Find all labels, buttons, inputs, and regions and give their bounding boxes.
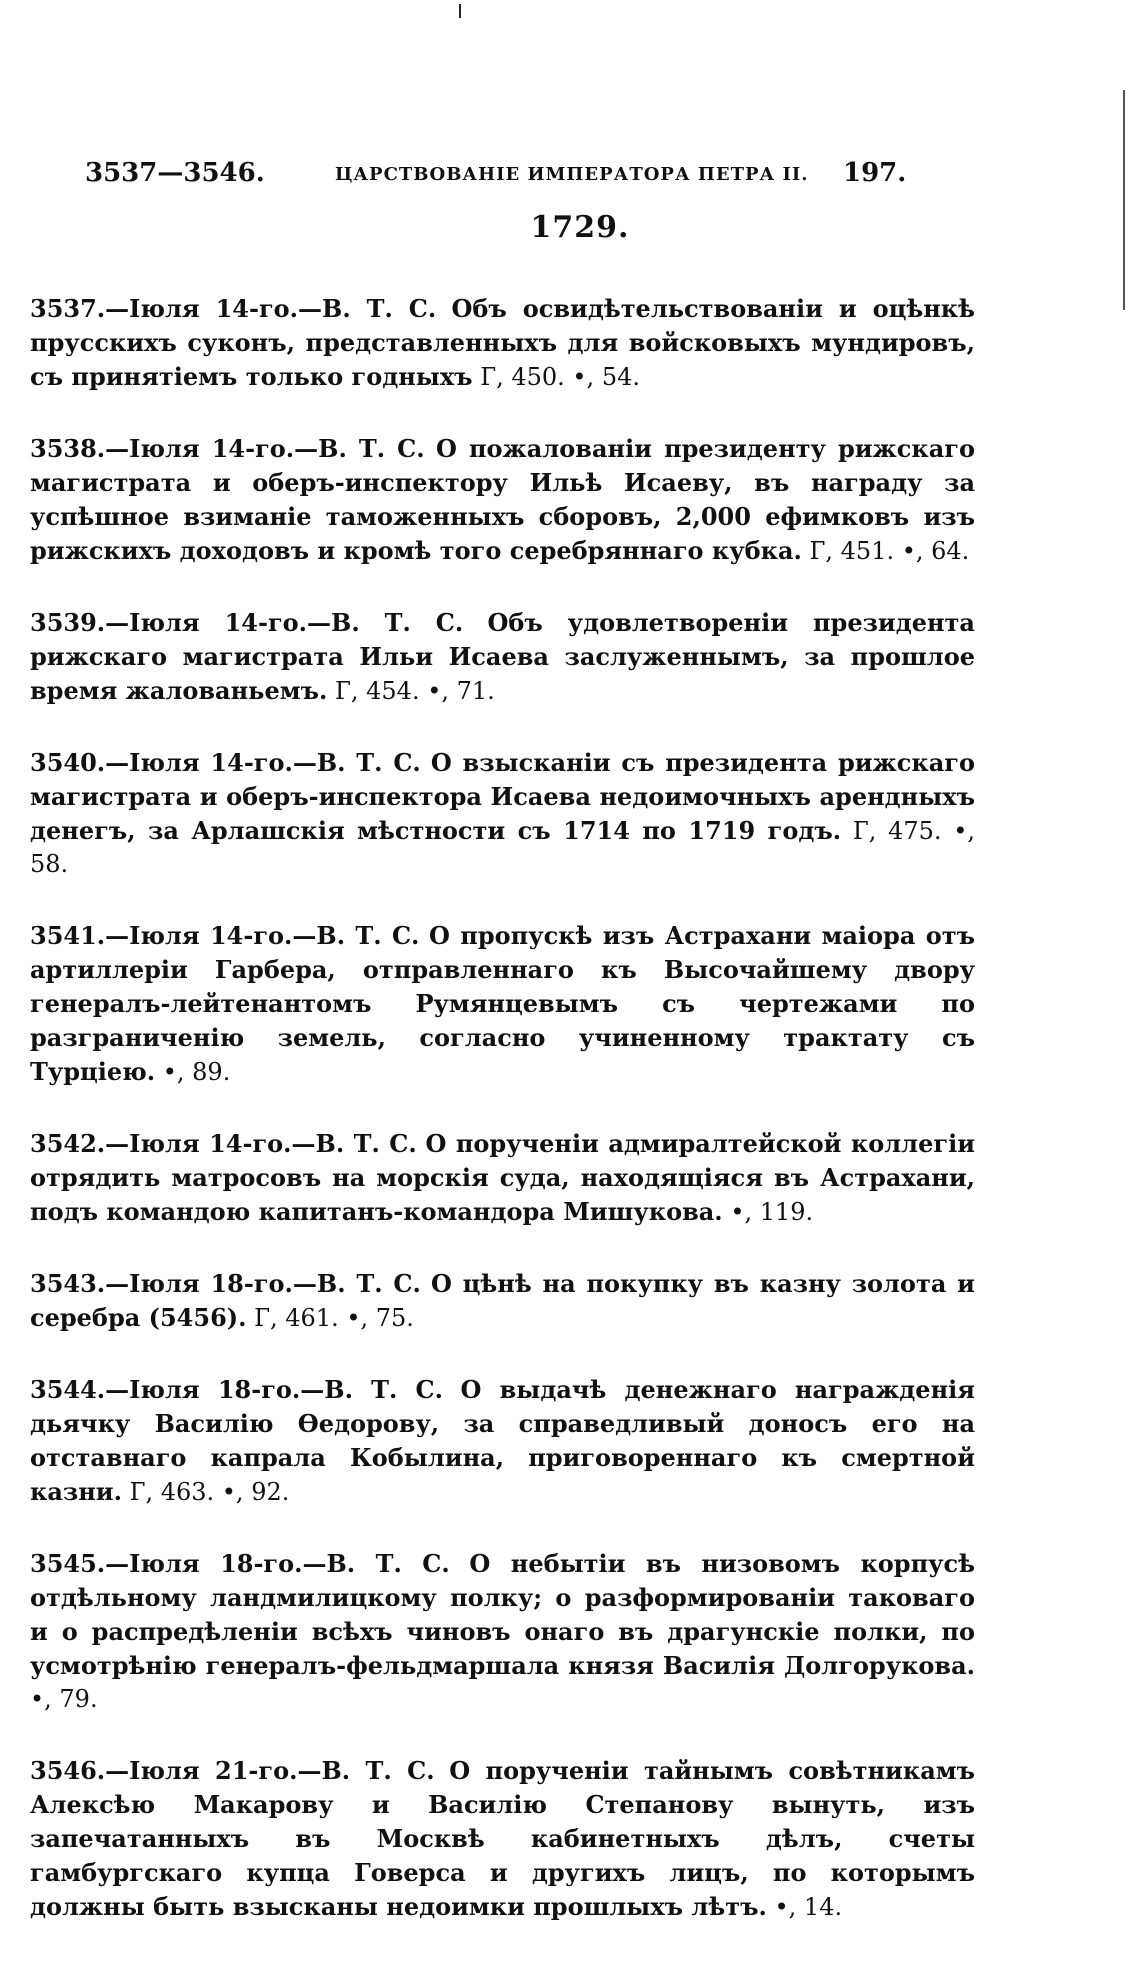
entry-reference: Г, 475. •, 58. <box>30 817 976 878</box>
entry-number: 3537. <box>30 294 106 323</box>
entry-reference: •, 14. <box>774 1893 843 1921</box>
entry-number: 3542. <box>30 1129 106 1158</box>
entry-date: Іюля 14-го. <box>129 1129 292 1158</box>
entry-3545: 3545.—Іюля 18-го.—В. Т. С. О небытіи въ низовомъ корпусѣ отдѣльному ландмилицкому полку; о разформированіи таковаго и о распредѣленіи всѣхъ чиновъ онаго въ драгунскіе полки, по усмотрѣнію генералъ-фельдмаршала князя Василія Долгорукова. •, 79. <box>30 1549 976 1713</box>
entry-number: 3541. <box>30 921 106 950</box>
entry-text: О порученіи адмиралтейской коллегіи отрядить матросовъ на морскія суда, находящіяся въ Астрахани, подъ командою капитанъ-командора Мишукова. <box>30 1129 975 1226</box>
entry-reference: •, 119. <box>730 1198 814 1226</box>
entry-3542: 3542.—Іюля 14-го.—В. Т. С. О порученіи адмиралтейской коллегіи отрядить матросовъ на морскія суда, находящіяся въ Астрахани, подъ командою капитанъ-командора Мишукова. •, 119. <box>30 1129 975 1226</box>
entry-list <box>30 268 975 1962</box>
entry-department: В. Т. С. <box>331 608 464 637</box>
entry-text: О порученіи тайнымъ совѣтникамъ Алексѣю Макарову и Василію Степанову вынуть, изъ запечатанныхъ въ Москвѣ кабинетныхъ дѣлъ, счеты гамбургскаго купца Говерса и другихъ лицъ, по которымъ должны быть взысканы недоимки прошлыхъ лѣтъ. <box>30 1756 975 1921</box>
entry-department: В. Т. С. <box>321 1756 435 1785</box>
entry-date: Іюля 14-го. <box>129 921 293 950</box>
scan-mark-right-edge <box>1123 90 1125 310</box>
entry-text: О взысканіи съ президента рижскаго магистрата и оберъ-инспектора Исаева недоимочныхъ арендныхъ денегъ, за Арлашскія мѣстности съ 1714 по 1719 годъ. <box>30 748 975 845</box>
running-title: ЦАРСТВОВАНІЕ ИМПЕРАТОРА ПЕТРА II. <box>335 164 809 185</box>
entry-text: О пропускѣ изъ Астрахани маіора отъ артиллеріи Гарбера, отправленнаго къ Высочайшему двору генералъ-лейтенантомъ Румянцевымъ съ чертежами по разграниченію земель, согласно учиненному трактату съ Турціею. <box>30 921 976 1086</box>
entry-reference: Г, 463. •, 92. <box>129 1478 290 1506</box>
entry-3541: 3541.—Іюля 14-го.—В. Т. С. О пропускѣ изъ Астрахани маіора отъ артиллеріи Гарбера, отправленнаго къ Высочайшему двору генералъ-лейтенантомъ Румянцевымъ съ чертежами по разграниченію земель, согласно учиненному трактату съ Турціею. •, 89. <box>30 921 976 1086</box>
entry-number: 3538. <box>30 434 106 463</box>
entry-3544: 3544.—Іюля 18-го.—В. Т. С. О выдачѣ денежнаго награжденія дьячку Василію Ѳедорову, за справедливый доносъ его на отставнаго капрала Кобылина, приговореннаго къ смертной казни. Г, 463. •, 92. <box>30 1375 975 1506</box>
entry-3537: 3537.—Іюля 14-го.—В. Т. С. Объ освидѣтельствованіи и оцѣнкѣ прусскихъ суконъ, представленныхъ для войсковыхъ мундировъ, съ принятіемъ только годныхъ Г, 450. •, 54. <box>30 294 975 391</box>
entry-department: В. Т. С. <box>316 1269 421 1298</box>
entry-text: О небытіи въ низовомъ корпусѣ отдѣльному ландмилицкому полку; о разформированіи таковаго и о распредѣленіи всѣхъ чиновъ онаго въ драгунскіе полки, по усмотрѣнію генералъ-фельдмаршала князя Василія Долгорукова. <box>30 1549 976 1680</box>
entry-range: 3537—3546. <box>85 158 265 188</box>
entry-reference: Г, 461. •, 75. <box>254 1304 414 1332</box>
entry-3540: 3540.—Іюля 14-го.—В. Т. С. О взысканіи съ президента рижскаго магистрата и оберъ-инспектора Исаева недоимочныхъ арендныхъ денегъ, за Арлашскія мѣстности съ 1714 по 1719 годъ. Г, 475. •, 58. <box>30 748 976 878</box>
entry-date: Іюля 18-го. <box>129 1549 303 1578</box>
entry-number: 3543. <box>30 1269 106 1298</box>
entry-department: В. Т. С. <box>322 294 437 323</box>
entry-3539: 3539.—Іюля 14-го.—В. Т. С. Объ удовлетвореніи президента рижскаго магистрата Ильи Исаева заслуженнымъ, за прошлое время жалованьемъ. Г, 454. •, 71. <box>30 608 975 705</box>
entry-number: 3545. <box>30 1549 106 1578</box>
entry-department: В. Т. С. <box>316 748 421 777</box>
entry-date: Іюля 18-го. <box>129 1269 293 1298</box>
entry-reference: Г, 450. •, 54. <box>480 363 640 391</box>
entry-department: В. Т. С. <box>324 1375 444 1404</box>
entry-date: Іюля 21-го. <box>129 1756 298 1785</box>
entry-text: Объ удовлетвореніи президента рижскаго магистрата Ильи Исаева заслуженнымъ, за прошлое время жалованьемъ. <box>30 608 975 705</box>
page-number: 197. <box>843 158 907 188</box>
entry-date: Іюля 14-го. <box>129 294 299 323</box>
entry-3543: 3543.—Іюля 18-го.—В. Т. С. О цѣнѣ на покупку въ казну золота и серебра (5456). Г, 461. •, 75. <box>30 1269 975 1332</box>
entry-date: Іюля 14-го. <box>129 748 293 777</box>
page-header <box>85 158 907 198</box>
entry-text: О выдачѣ денежнаго награжденія дьячку Василію Ѳедорову, за справедливый доносъ его на отставнаго капрала Кобылина, приговореннаго къ смертной казни. <box>30 1375 975 1506</box>
entry-reference: •, 89. <box>162 1058 231 1086</box>
entry-number: 3546. <box>30 1756 106 1785</box>
entry-text: О пожалованіи президенту рижскаго магистрата и оберъ-инспектору Ильѣ Исаеву, въ награду за успѣшное взиманіе таможенныхъ сборовъ, 2,000 ефимковъ изъ рижскихъ доходовъ и кромѣ того серебряннаго кубка. <box>30 434 975 565</box>
entry-3546: 3546.—Іюля 21-го.—В. Т. С. О порученіи тайнымъ совѣтникамъ Алексѣю Макарову и Василію Степанову вынуть, изъ запечатанныхъ въ Москвѣ кабинетныхъ дѣлъ, счеты гамбургскаго купца Говерса и другихъ лицъ, по которымъ должны быть взысканы недоимки прошлыхъ лѣтъ. •, 14. <box>30 1756 975 1921</box>
entry-number: 3539. <box>30 608 106 637</box>
entry-3538: 3538.—Іюля 14-го.—В. Т. С. О пожалованіи президенту рижскаго магистрата и оберъ-инспектору Ильѣ Исаеву, въ награду за успѣшное взиманіе таможенныхъ сборовъ, 2,000 ефимковъ изъ рижскихъ доходовъ и кромѣ того серебряннаго кубка. Г, 451. •, 64. <box>30 434 975 565</box>
entry-department: В. Т. С. <box>316 921 420 950</box>
entry-date: Іюля 14-го. <box>129 434 295 463</box>
entry-department: В. Т. С. <box>326 1549 450 1578</box>
scan-mark-top <box>459 4 461 18</box>
entry-number: 3540. <box>30 748 106 777</box>
entry-date: Іюля 18-го. <box>129 1375 301 1404</box>
entry-reference: Г, 454. •, 71. <box>334 677 495 705</box>
entry-department: В. Т. С. <box>318 434 425 463</box>
entry-text: Объ освидѣтельствованіи и оцѣнкѣ прусскихъ суконъ, представленныхъ для войсковыхъ мундировъ, съ принятіемъ только годныхъ <box>30 294 975 391</box>
year-heading: 1729. <box>530 210 630 245</box>
entry-reference: Г, 451. •, 64. <box>809 537 970 565</box>
entry-date: Іюля 14-го. <box>129 608 308 637</box>
entry-department: В. Т. С. <box>315 1129 417 1158</box>
entry-reference: •, 79. <box>30 1685 98 1713</box>
entry-text: О цѣнѣ на покупку въ казну золота и серебра (5456). <box>30 1269 975 1332</box>
entry-number: 3544. <box>30 1375 106 1404</box>
